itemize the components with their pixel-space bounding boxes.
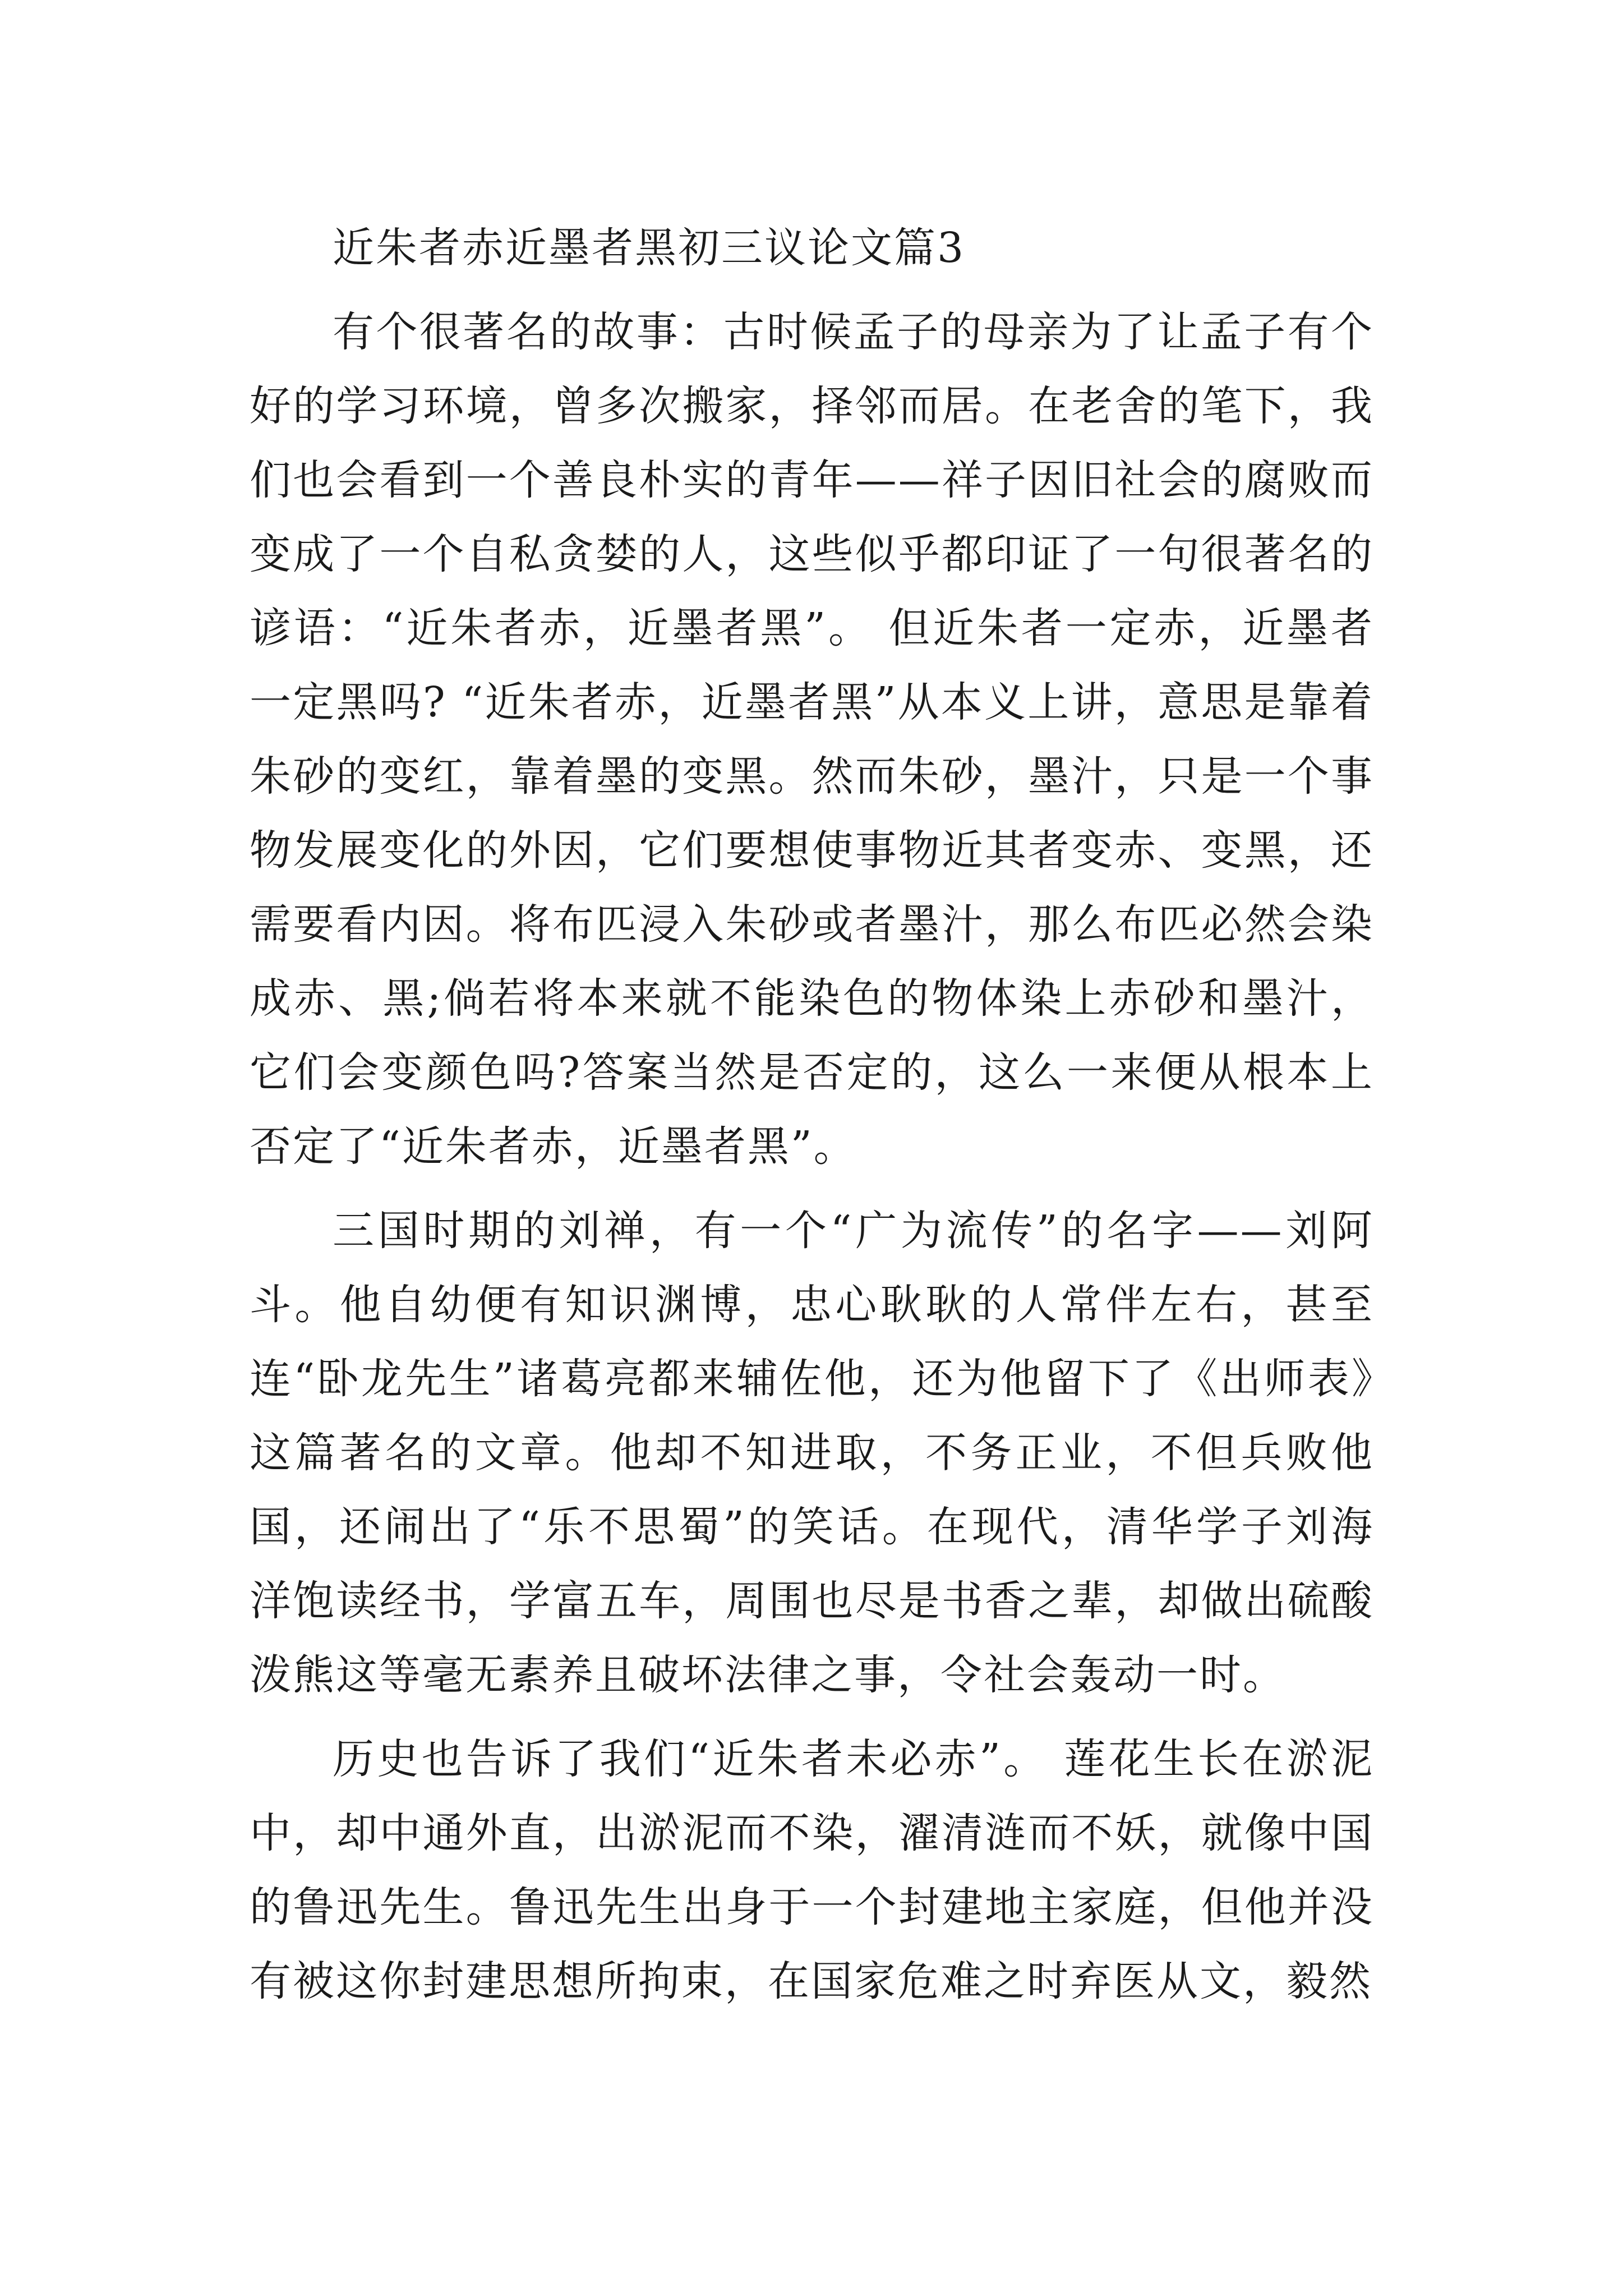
paragraph: 历史也告诉了我们“近朱者未必赤”。 莲花生长在淤泥中，却中通外直，出淤泥而不染，濯清涟而不妖，就像中国的鲁迅先生。鲁迅先生出身于一个封建地主家庭，但他并没有被这你封建思想所拘束，在国家危难之时弃医从文，毅然: [250, 1735, 1374, 2005]
paragraph: 三国时期的刘禅，有一个“广为流传”的名字——刘阿斗。他自幼便有知识渊博，忠心耿耿的人常伴左右，甚至连“卧龙先生”诸葛亮都来辅佐他，还为他留下了《出师表》这篇著名的文章。他却不知进取，不务正业，不但兵败他国，还闹出了“乐不思蜀”的笑话。在现代，清华学子刘海洋饱读经书，学富五车，周围也尽是书香之辈，却做出硫酸泼熊这等毫无素养且破坏法律之事，令社会轰动一时。: [250, 1207, 1374, 1699]
document-body: [250, 211, 1374, 2018]
document-title: 近朱者赤近墨者黑初三议论文篇3: [333, 224, 966, 272]
paragraph: 有个很著名的故事：古时候孟子的母亲为了让孟子有个好的学习环境，曾多次搬家，择邻而居。在老舍的笔下，我们也会看到一个善良朴实的青年——祥子因旧社会的腐败而变成了一个自私贪婪的人，这些似乎都印证了一句很著名的谚语：“近朱者赤，近墨者黑”。 但近朱者一定赤，近墨者一定黑吗? “近朱者赤，近墨者黑”从本义上讲，意思是靠着朱砂的变红，靠着墨的变黑。然而朱砂，墨汁，只是一个事物发展变化的外因，它们要想使事物近其者变赤、变黑，还需要看内因。将布匹浸入朱砂或者墨汁，那么布匹必然会染成赤、黑;倘若将本来就不能染色的物体染上赤砂和墨汁，它们会变颜色吗?答案当然是否定的，这么一来便从根本上否定了“近朱者赤，近墨者黑”。: [250, 308, 1374, 1171]
